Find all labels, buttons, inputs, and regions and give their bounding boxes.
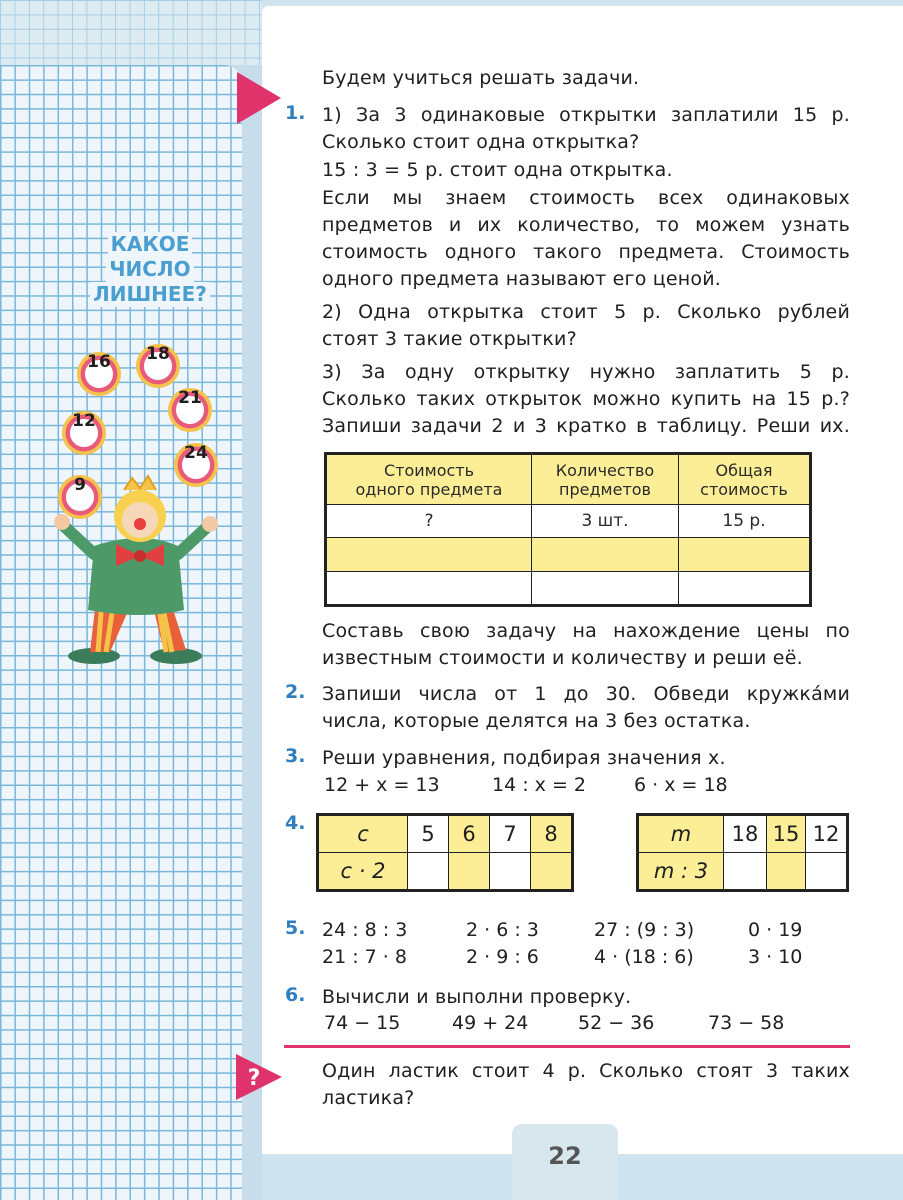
juggling-ball: 24 xyxy=(174,443,218,487)
table-cell-empty xyxy=(767,853,806,891)
short-record-table xyxy=(324,452,812,607)
table-cell-empty xyxy=(806,853,848,891)
equation: 14 : x = 2 xyxy=(492,774,586,796)
task1-line: стоимость одного такого предмета. Стоимость xyxy=(322,241,850,263)
expression: 27 : (9 : 3) xyxy=(594,919,695,941)
expression: 4 · (18 : 6) xyxy=(594,946,694,968)
expression: 2 · 9 : 6 xyxy=(466,946,539,968)
task2-line: числа, которые делятся на 3 без остатка. xyxy=(322,710,751,732)
task1-line: Запиши задачи 2 и 3 кратко в таблицу. Реши их. xyxy=(322,415,850,437)
task-number: 3. xyxy=(285,745,306,767)
table-cell-empty xyxy=(408,853,449,891)
task-number: 2. xyxy=(285,681,306,703)
question-marker-icon xyxy=(234,1052,284,1102)
expression: 52 − 36 xyxy=(578,1012,655,1034)
table-cell: 3 шт. xyxy=(532,505,679,538)
expression: 2 · 6 : 3 xyxy=(466,919,539,941)
table-cell: 6 xyxy=(449,815,490,853)
expression: 49 + 24 xyxy=(452,1012,529,1034)
table-cell-empty xyxy=(449,853,490,891)
juggling-ball: 16 xyxy=(77,352,121,396)
task1-line: Сколько стоит одна открытка? xyxy=(322,131,640,153)
expression: 74 − 15 xyxy=(324,1012,401,1034)
table-label: c · 2 xyxy=(318,853,408,891)
table-cell-empty xyxy=(532,538,679,572)
table-cell: 7 xyxy=(490,815,531,853)
task1-line: известным стоимости и количеству и реши её. xyxy=(322,647,803,669)
table-c xyxy=(316,813,574,892)
table-cell-empty xyxy=(724,853,767,891)
equation: 6 · x = 18 xyxy=(634,774,728,796)
clown-illustration xyxy=(54,470,234,670)
bonus-line: Один ластик стоит 4 р. Сколько стоят 3 таких xyxy=(322,1060,850,1082)
table-cell: 5 xyxy=(408,815,449,853)
table-cell-empty xyxy=(531,853,573,891)
sidebar-title-line: КАКОЕ xyxy=(108,232,193,257)
grid-background-top xyxy=(0,0,262,65)
table-cell: 15 р. xyxy=(679,505,811,538)
table-cell: 18 xyxy=(724,815,767,853)
table-cell-empty xyxy=(679,538,811,572)
expression: 3 · 10 xyxy=(748,946,803,968)
task-number: 1. xyxy=(285,102,306,124)
equation: 12 + x = 13 xyxy=(324,774,440,796)
task-number: 6. xyxy=(285,984,306,1006)
table-m xyxy=(636,813,849,892)
table-header xyxy=(679,454,811,505)
expression: 24 : 8 : 3 xyxy=(322,919,408,941)
sidebar-title-line: ЛИШНЕЕ? xyxy=(90,282,210,307)
juggling-ball: 12 xyxy=(62,411,106,455)
question-mark: ? xyxy=(247,1066,261,1091)
task6-line: Вычисли и выполни проверку. xyxy=(322,986,632,1008)
table-cell: 8 xyxy=(531,815,573,853)
task1-line: 15 : 3 = 5 р. стоит одна открытка. xyxy=(322,159,673,181)
sidebar-title xyxy=(70,232,230,307)
task1-line: Составь свою задачу на нахождение цены по xyxy=(322,620,850,642)
juggling-ball: 18 xyxy=(136,344,180,388)
table-label: c xyxy=(318,815,408,853)
table-header-line: Стоимость xyxy=(383,460,475,480)
intro-line: Будем учиться решать задачи. xyxy=(322,67,640,89)
task1-line: Сколько таких открыток можно купить на 15 р.? xyxy=(322,388,850,410)
task1-line: стоят 3 такие открытки? xyxy=(322,328,577,350)
table-header-line: предметов xyxy=(559,479,651,499)
section-arrow-icon xyxy=(237,72,281,124)
task1-line: предметов и их количество, то можем узнать xyxy=(322,214,850,236)
task1-line: 2) Одна открытка стоит 5 р. Сколько рублей xyxy=(322,301,850,323)
task-number: 4. xyxy=(285,812,306,834)
table-cell-empty xyxy=(326,538,532,572)
table-label: m xyxy=(638,815,724,853)
table-header-line: одного предмета xyxy=(355,479,503,499)
table-header-line: стоимость xyxy=(700,479,788,499)
expression: 73 − 58 xyxy=(708,1012,785,1034)
task2-line: Запиши числа от 1 до 30. Обведи кружкáми xyxy=(322,683,850,705)
table-cell: ? xyxy=(326,505,532,538)
task1-line: одного предмета называют его ценой. xyxy=(322,268,722,290)
table-header xyxy=(532,454,679,505)
task1-line: 1) За 3 одинаковые открытки заплатили 15 р. xyxy=(322,104,850,126)
table-header xyxy=(326,454,532,505)
juggling-ball: 21 xyxy=(168,388,212,432)
table-cell-empty xyxy=(326,572,532,606)
table-cell: 15 xyxy=(767,815,806,853)
task1-line: Если мы знаем стоимость всех одинаковых xyxy=(322,187,850,209)
table-header-line: Количество xyxy=(555,460,655,480)
expression: 21 : 7 · 8 xyxy=(322,946,407,968)
page-number-tab xyxy=(512,1124,618,1200)
table-cell-empty xyxy=(532,572,679,606)
task1-line: 3) За одну открытку нужно заплатить 5 р. xyxy=(322,361,850,383)
table-cell-empty xyxy=(679,572,811,606)
sidebar-title-line: ЧИСЛО xyxy=(106,257,193,282)
table-label: m : 3 xyxy=(638,853,724,891)
divider xyxy=(284,1045,850,1048)
table-cell-empty xyxy=(490,853,531,891)
page-number: 22 xyxy=(548,1142,582,1170)
task3-line: Реши уравнения, подбирая значения x. xyxy=(322,747,726,769)
expression: 0 · 19 xyxy=(748,919,803,941)
task-number: 5. xyxy=(285,917,306,939)
table-cell: 12 xyxy=(806,815,848,853)
juggling-ball: 9 xyxy=(58,475,102,519)
bonus-line: ластика? xyxy=(322,1087,415,1109)
table-header-line: Общая xyxy=(715,460,773,480)
